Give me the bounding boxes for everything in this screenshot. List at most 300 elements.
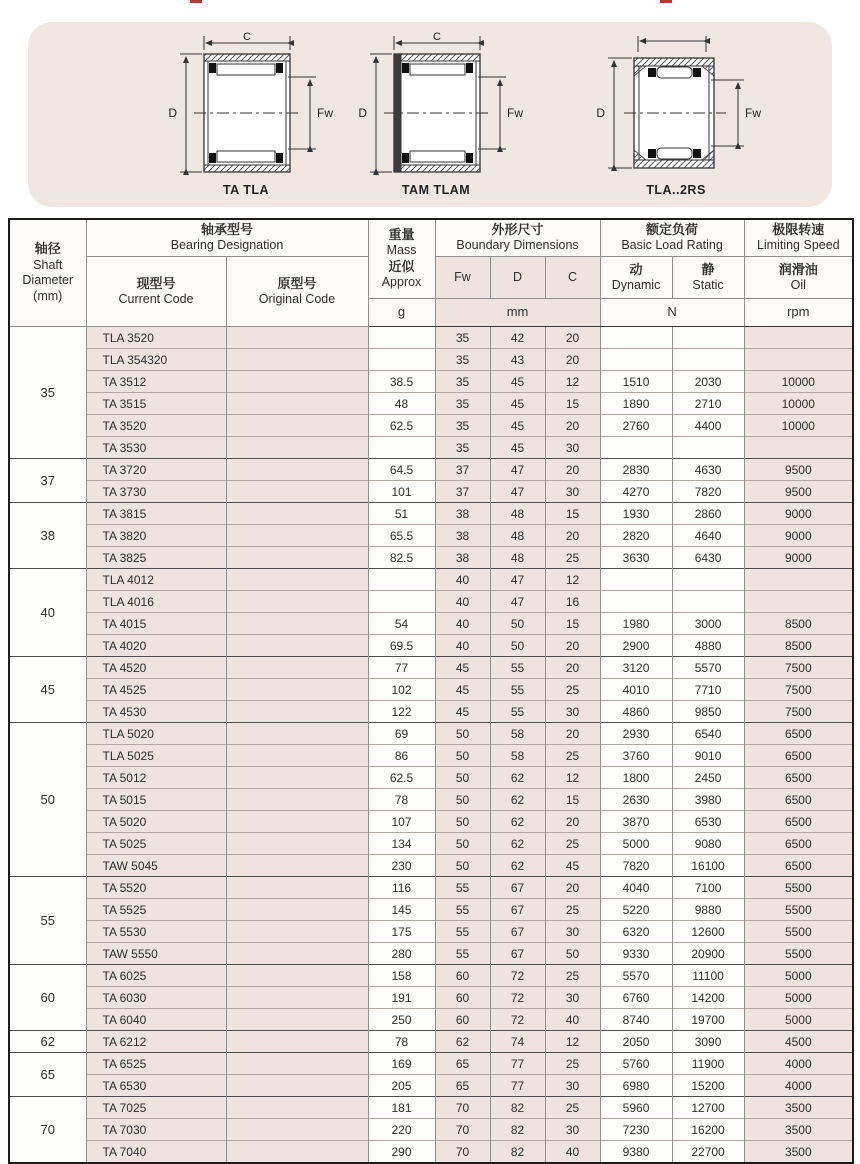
cell-rpm: 7500 bbox=[744, 657, 853, 679]
cell-fw: 40 bbox=[435, 591, 490, 613]
diagram-caption: TAM TLAM bbox=[401, 183, 471, 197]
cell-code: TA 6040 bbox=[86, 1009, 226, 1031]
cell-mass: 64.5 bbox=[368, 459, 435, 481]
cell-rpm bbox=[744, 437, 853, 459]
cell-stat bbox=[672, 591, 744, 613]
cell-fw: 62 bbox=[435, 1031, 490, 1053]
table-row bbox=[9, 415, 853, 437]
cell-code: TA 5020 bbox=[86, 811, 226, 833]
cell-fw: 38 bbox=[435, 503, 490, 525]
cell-c: 40 bbox=[545, 1141, 600, 1164]
header-current-code: 现型号 Current Code bbox=[86, 257, 226, 327]
cell-fw: 35 bbox=[435, 349, 490, 371]
header-d: D bbox=[490, 257, 545, 299]
table-row bbox=[9, 327, 853, 349]
cell-rpm: 3500 bbox=[744, 1141, 853, 1164]
cell-stat: 22700 bbox=[672, 1141, 744, 1164]
cell-mass: 145 bbox=[368, 899, 435, 921]
cell-d: 50 bbox=[490, 613, 545, 635]
cell-d: 82 bbox=[490, 1097, 545, 1119]
cell-code: TA 3825 bbox=[86, 547, 226, 569]
table-header bbox=[9, 219, 853, 327]
table-row bbox=[9, 1009, 853, 1031]
cell-stat: 16100 bbox=[672, 855, 744, 877]
cell-dyn: 6980 bbox=[600, 1075, 672, 1097]
table-row bbox=[9, 481, 853, 503]
cell-rpm: 5000 bbox=[744, 965, 853, 987]
cell-orig bbox=[226, 745, 368, 767]
cell-code: TLA 5025 bbox=[86, 745, 226, 767]
cell-dyn: 8740 bbox=[600, 1009, 672, 1031]
cell-code: TA 6525 bbox=[86, 1053, 226, 1075]
header-dynamic: 动 Dynamic bbox=[600, 257, 672, 299]
cell-rpm: 6500 bbox=[744, 855, 853, 877]
cell-fw: 40 bbox=[435, 613, 490, 635]
cell-fw: 50 bbox=[435, 811, 490, 833]
cell-c: 12 bbox=[545, 1031, 600, 1053]
cell-stat bbox=[672, 349, 744, 371]
table-row bbox=[9, 1031, 853, 1053]
cell-orig bbox=[226, 1141, 368, 1164]
cell-shaft-diameter: 38 bbox=[9, 503, 86, 569]
cell-fw: 45 bbox=[435, 679, 490, 701]
cell-mass: 220 bbox=[368, 1119, 435, 1141]
cell-dyn: 2760 bbox=[600, 415, 672, 437]
cell-code: TA 5530 bbox=[86, 921, 226, 943]
cell-stat: 7820 bbox=[672, 481, 744, 503]
cell-code: TLA 5020 bbox=[86, 723, 226, 745]
cell-fw: 50 bbox=[435, 833, 490, 855]
svg-text:Fw: Fw bbox=[507, 106, 523, 120]
cell-rpm: 3500 bbox=[744, 1119, 853, 1141]
cell-c: 25 bbox=[545, 1053, 600, 1075]
cell-d: 77 bbox=[490, 1075, 545, 1097]
cell-shaft-diameter: 50 bbox=[9, 723, 86, 877]
cell-dyn: 1510 bbox=[600, 371, 672, 393]
cell-c: 30 bbox=[545, 437, 600, 459]
table-row bbox=[9, 459, 853, 481]
cell-orig bbox=[226, 877, 368, 899]
cell-shaft-diameter: 45 bbox=[9, 657, 86, 723]
cell-c: 12 bbox=[545, 371, 600, 393]
cell-code: TA 3512 bbox=[86, 371, 226, 393]
cell-d: 55 bbox=[490, 679, 545, 701]
cell-fw: 35 bbox=[435, 393, 490, 415]
cell-code: TAW 5045 bbox=[86, 855, 226, 877]
cell-code: TA 7030 bbox=[86, 1119, 226, 1141]
cell-d: 67 bbox=[490, 921, 545, 943]
cell-mass: 82.5 bbox=[368, 547, 435, 569]
cell-code: TA 4015 bbox=[86, 613, 226, 635]
cell-rpm bbox=[744, 349, 853, 371]
cell-c: 30 bbox=[545, 921, 600, 943]
cell-mass bbox=[368, 327, 435, 349]
cell-fw: 35 bbox=[435, 371, 490, 393]
cell-mass: 77 bbox=[368, 657, 435, 679]
header-original-code: 原型号 Original Code bbox=[226, 257, 368, 327]
cell-code: TA 4520 bbox=[86, 657, 226, 679]
cell-dyn: 4040 bbox=[600, 877, 672, 899]
cell-rpm: 4500 bbox=[744, 1031, 853, 1053]
table-row bbox=[9, 943, 853, 965]
table-row bbox=[9, 1075, 853, 1097]
cell-rpm: 9500 bbox=[744, 459, 853, 481]
cell-rpm: 3500 bbox=[744, 1097, 853, 1119]
cell-d: 45 bbox=[490, 371, 545, 393]
cell-dyn: 2050 bbox=[600, 1031, 672, 1053]
cell-code: TA 6030 bbox=[86, 987, 226, 1009]
cell-d: 74 bbox=[490, 1031, 545, 1053]
cell-rpm bbox=[744, 327, 853, 349]
cell-c: 25 bbox=[545, 745, 600, 767]
cell-fw: 60 bbox=[435, 1009, 490, 1031]
cell-rpm: 6500 bbox=[744, 833, 853, 855]
cell-rpm: 4000 bbox=[744, 1053, 853, 1075]
table-row bbox=[9, 1053, 853, 1075]
cell-c: 20 bbox=[545, 635, 600, 657]
cell-orig bbox=[226, 547, 368, 569]
cell-mass: 51 bbox=[368, 503, 435, 525]
cell-mass bbox=[368, 437, 435, 459]
page-edge-mark bbox=[190, 0, 202, 3]
cell-stat: 2450 bbox=[672, 767, 744, 789]
cell-dyn: 2900 bbox=[600, 635, 672, 657]
cell-d: 55 bbox=[490, 657, 545, 679]
table-row bbox=[9, 701, 853, 723]
cell-mass bbox=[368, 591, 435, 613]
cell-orig bbox=[226, 789, 368, 811]
cell-dyn bbox=[600, 591, 672, 613]
cell-fw: 45 bbox=[435, 657, 490, 679]
cell-dyn: 2630 bbox=[600, 789, 672, 811]
cell-c: 16 bbox=[545, 591, 600, 613]
cell-rpm: 10000 bbox=[744, 415, 853, 437]
cell-d: 48 bbox=[490, 525, 545, 547]
cell-fw: 60 bbox=[435, 987, 490, 1009]
page-edge-mark bbox=[660, 0, 672, 3]
cell-dyn: 4010 bbox=[600, 679, 672, 701]
table-row bbox=[9, 965, 853, 987]
cell-stat: 6530 bbox=[672, 811, 744, 833]
cell-mass: 191 bbox=[368, 987, 435, 1009]
cell-code: TA 7025 bbox=[86, 1097, 226, 1119]
cell-rpm: 9000 bbox=[744, 503, 853, 525]
cell-fw: 35 bbox=[435, 437, 490, 459]
cell-rpm: 9000 bbox=[744, 547, 853, 569]
cell-dyn: 4860 bbox=[600, 701, 672, 723]
cell-mass: 280 bbox=[368, 943, 435, 965]
cell-orig bbox=[226, 635, 368, 657]
header-static: 静 Static bbox=[672, 257, 744, 299]
cell-code: TA 6025 bbox=[86, 965, 226, 987]
cell-mass: 78 bbox=[368, 789, 435, 811]
diagram-caption: TLA..2RS bbox=[646, 183, 706, 197]
unit-rpm: rpm bbox=[744, 299, 853, 327]
cell-stat: 11100 bbox=[672, 965, 744, 987]
svg-text:C: C bbox=[433, 31, 441, 43]
cell-stat: 7710 bbox=[672, 679, 744, 701]
cell-code: TA 3515 bbox=[86, 393, 226, 415]
cell-d: 47 bbox=[490, 591, 545, 613]
cell-fw: 38 bbox=[435, 547, 490, 569]
cell-code: TA 4525 bbox=[86, 679, 226, 701]
cell-fw: 70 bbox=[435, 1097, 490, 1119]
cell-orig bbox=[226, 833, 368, 855]
cell-mass: 48 bbox=[368, 393, 435, 415]
cell-dyn bbox=[600, 569, 672, 591]
cell-stat: 6430 bbox=[672, 547, 744, 569]
cell-stat: 20900 bbox=[672, 943, 744, 965]
cell-rpm bbox=[744, 569, 853, 591]
cell-code: TLA 4016 bbox=[86, 591, 226, 613]
cell-rpm: 5000 bbox=[744, 1009, 853, 1031]
cell-dyn: 6760 bbox=[600, 987, 672, 1009]
cell-rpm: 4000 bbox=[744, 1075, 853, 1097]
cell-rpm: 5500 bbox=[744, 899, 853, 921]
cell-c: 30 bbox=[545, 1075, 600, 1097]
cell-code: TA 5025 bbox=[86, 833, 226, 855]
cell-code: TLA 3520 bbox=[86, 327, 226, 349]
svg-text:D: D bbox=[358, 106, 367, 120]
cell-mass: 181 bbox=[368, 1097, 435, 1119]
cell-rpm: 6500 bbox=[744, 723, 853, 745]
table-row bbox=[9, 371, 853, 393]
cell-d: 47 bbox=[490, 459, 545, 481]
cell-c: 20 bbox=[545, 657, 600, 679]
cell-rpm: 6500 bbox=[744, 745, 853, 767]
cell-mass: 107 bbox=[368, 811, 435, 833]
cell-dyn: 3120 bbox=[600, 657, 672, 679]
cell-stat: 14200 bbox=[672, 987, 744, 1009]
cell-dyn: 9380 bbox=[600, 1141, 672, 1164]
cell-orig bbox=[226, 899, 368, 921]
cell-mass: 175 bbox=[368, 921, 435, 943]
cell-orig bbox=[226, 1053, 368, 1075]
cell-d: 55 bbox=[490, 701, 545, 723]
cell-d: 48 bbox=[490, 503, 545, 525]
cell-mass: 290 bbox=[368, 1141, 435, 1164]
cell-dyn bbox=[600, 437, 672, 459]
table-row bbox=[9, 767, 853, 789]
cell-mass: 102 bbox=[368, 679, 435, 701]
cell-orig bbox=[226, 437, 368, 459]
table-row bbox=[9, 349, 853, 371]
cell-fw: 55 bbox=[435, 877, 490, 899]
cell-d: 58 bbox=[490, 745, 545, 767]
cell-c: 30 bbox=[545, 1119, 600, 1141]
cell-c: 15 bbox=[545, 789, 600, 811]
cell-fw: 65 bbox=[435, 1053, 490, 1075]
cell-code: TA 5520 bbox=[86, 877, 226, 899]
bearing-cross-section-icon bbox=[576, 30, 776, 182]
table-row bbox=[9, 1119, 853, 1141]
cell-rpm: 10000 bbox=[744, 393, 853, 415]
cell-orig bbox=[226, 525, 368, 547]
cell-dyn bbox=[600, 327, 672, 349]
cell-stat: 4630 bbox=[672, 459, 744, 481]
cell-rpm: 9500 bbox=[744, 481, 853, 503]
table-row bbox=[9, 525, 853, 547]
cell-stat: 16200 bbox=[672, 1119, 744, 1141]
cell-stat bbox=[672, 569, 744, 591]
cell-orig bbox=[226, 987, 368, 1009]
cell-stat: 6540 bbox=[672, 723, 744, 745]
cell-d: 47 bbox=[490, 481, 545, 503]
cell-stat bbox=[672, 437, 744, 459]
cell-rpm: 7500 bbox=[744, 701, 853, 723]
cell-mass: 86 bbox=[368, 745, 435, 767]
cell-orig bbox=[226, 371, 368, 393]
cell-stat: 2710 bbox=[672, 393, 744, 415]
cell-dyn: 4270 bbox=[600, 481, 672, 503]
cell-c: 45 bbox=[545, 855, 600, 877]
svg-text:Fw: Fw bbox=[317, 106, 333, 120]
cell-mass: 169 bbox=[368, 1053, 435, 1075]
cell-rpm bbox=[744, 591, 853, 613]
table-row bbox=[9, 547, 853, 569]
cell-code: TA 4020 bbox=[86, 635, 226, 657]
unit-mm: mm bbox=[435, 299, 600, 327]
cell-d: 42 bbox=[490, 327, 545, 349]
cell-dyn: 7230 bbox=[600, 1119, 672, 1141]
bearing-cross-section-icon bbox=[146, 30, 346, 182]
cell-orig bbox=[226, 767, 368, 789]
header-c: C bbox=[545, 257, 600, 299]
cell-d: 62 bbox=[490, 855, 545, 877]
cell-d: 72 bbox=[490, 987, 545, 1009]
cell-stat: 9880 bbox=[672, 899, 744, 921]
cell-orig bbox=[226, 1031, 368, 1053]
svg-text:D: D bbox=[168, 106, 177, 120]
cell-c: 12 bbox=[545, 767, 600, 789]
cell-orig bbox=[226, 591, 368, 613]
cell-stat: 9080 bbox=[672, 833, 744, 855]
cell-c: 20 bbox=[545, 525, 600, 547]
cell-rpm: 6500 bbox=[744, 811, 853, 833]
cell-c: 25 bbox=[545, 679, 600, 701]
cell-dyn: 5570 bbox=[600, 965, 672, 987]
cell-orig bbox=[226, 855, 368, 877]
cell-stat bbox=[672, 327, 744, 349]
cell-stat: 7100 bbox=[672, 877, 744, 899]
header-basic-load-rating: 额定负荷 Basic Load Rating bbox=[600, 219, 744, 257]
table-row bbox=[9, 789, 853, 811]
table-row bbox=[9, 393, 853, 415]
cell-shaft-diameter: 70 bbox=[9, 1097, 86, 1164]
cell-c: 15 bbox=[545, 503, 600, 525]
cell-mass: 158 bbox=[368, 965, 435, 987]
cell-fw: 35 bbox=[435, 415, 490, 437]
table-row bbox=[9, 1097, 853, 1119]
cell-stat: 19700 bbox=[672, 1009, 744, 1031]
cell-mass: 134 bbox=[368, 833, 435, 855]
cell-d: 67 bbox=[490, 943, 545, 965]
cell-fw: 55 bbox=[435, 899, 490, 921]
table-row bbox=[9, 437, 853, 459]
cell-dyn: 5220 bbox=[600, 899, 672, 921]
unit-newton: N bbox=[600, 299, 744, 327]
cell-mass: 122 bbox=[368, 701, 435, 723]
cell-d: 72 bbox=[490, 965, 545, 987]
table-row bbox=[9, 613, 853, 635]
cell-d: 62 bbox=[490, 789, 545, 811]
cell-d: 43 bbox=[490, 349, 545, 371]
cell-c: 20 bbox=[545, 459, 600, 481]
cell-code: TA 3820 bbox=[86, 525, 226, 547]
cell-rpm: 5500 bbox=[744, 943, 853, 965]
cell-rpm: 5500 bbox=[744, 921, 853, 943]
cell-c: 25 bbox=[545, 899, 600, 921]
svg-text:D: D bbox=[596, 106, 605, 120]
cell-code: TA 6530 bbox=[86, 1075, 226, 1097]
cell-dyn: 3870 bbox=[600, 811, 672, 833]
cell-code: TAW 5550 bbox=[86, 943, 226, 965]
cell-d: 67 bbox=[490, 899, 545, 921]
cell-stat: 4400 bbox=[672, 415, 744, 437]
cell-shaft-diameter: 62 bbox=[9, 1031, 86, 1053]
cell-orig bbox=[226, 679, 368, 701]
cell-orig bbox=[226, 1119, 368, 1141]
table-row bbox=[9, 591, 853, 613]
cell-c: 20 bbox=[545, 349, 600, 371]
cell-rpm: 6500 bbox=[744, 767, 853, 789]
cell-mass: 54 bbox=[368, 613, 435, 635]
bearing-diagram-tam-tlam bbox=[336, 30, 536, 197]
cell-d: 62 bbox=[490, 833, 545, 855]
cell-mass: 78 bbox=[368, 1031, 435, 1053]
cell-mass: 65.5 bbox=[368, 525, 435, 547]
cell-mass: 250 bbox=[368, 1009, 435, 1031]
cell-stat: 3980 bbox=[672, 789, 744, 811]
cell-fw: 37 bbox=[435, 459, 490, 481]
cell-d: 82 bbox=[490, 1119, 545, 1141]
cell-dyn: 5960 bbox=[600, 1097, 672, 1119]
table-row bbox=[9, 1141, 853, 1164]
cell-dyn: 5000 bbox=[600, 833, 672, 855]
cell-shaft-diameter: 37 bbox=[9, 459, 86, 503]
cell-c: 25 bbox=[545, 965, 600, 987]
cell-fw: 65 bbox=[435, 1075, 490, 1097]
cell-fw: 50 bbox=[435, 855, 490, 877]
cell-stat: 9010 bbox=[672, 745, 744, 767]
cell-code: TA 6212 bbox=[86, 1031, 226, 1053]
cell-code: TA 5015 bbox=[86, 789, 226, 811]
header-bearing-designation: 轴承型号 Bearing Designation bbox=[86, 219, 368, 257]
cell-code: TA 3520 bbox=[86, 415, 226, 437]
unit-grams: g bbox=[368, 299, 435, 327]
cell-fw: 38 bbox=[435, 525, 490, 547]
cell-c: 30 bbox=[545, 481, 600, 503]
cell-shaft-diameter: 60 bbox=[9, 965, 86, 1031]
cell-orig bbox=[226, 613, 368, 635]
cell-dyn: 6320 bbox=[600, 921, 672, 943]
cell-shaft-diameter: 40 bbox=[9, 569, 86, 657]
diagram-panel bbox=[28, 22, 832, 207]
cell-code: TA 7040 bbox=[86, 1141, 226, 1164]
cell-orig bbox=[226, 349, 368, 371]
cell-fw: 40 bbox=[435, 635, 490, 657]
cell-orig bbox=[226, 943, 368, 965]
cell-d: 62 bbox=[490, 811, 545, 833]
cell-stat: 9850 bbox=[672, 701, 744, 723]
table-row bbox=[9, 503, 853, 525]
table-row bbox=[9, 635, 853, 657]
table-row bbox=[9, 899, 853, 921]
cell-mass: 62.5 bbox=[368, 415, 435, 437]
header-shaft-diameter: 轴径 Shaft Diameter (mm) bbox=[9, 219, 86, 327]
cell-fw: 40 bbox=[435, 569, 490, 591]
cell-c: 20 bbox=[545, 415, 600, 437]
